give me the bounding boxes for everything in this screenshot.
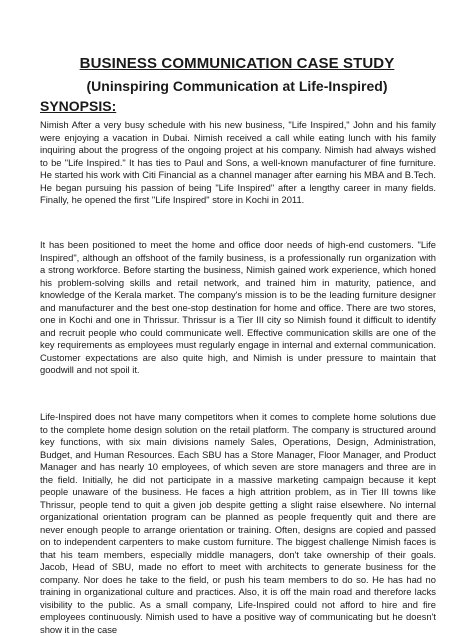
paragraph-positioning: It has been positioned to meet the home and office door needs of high-end customers. "Life Inspired", although an offshoot of the family business, is a professionally run organization with a strong workforce. Before starting the business, Nimish gained work experience, which honed his problem-solving skills and retail network, and trained him in maturity, patience, and knowledge of the Kerala market. The company's mission is to be the leading furniture designer and manufacturer and the best one-stop destination for home and office. There are two stores, one in Kochi and one in Thrissur. Thrissur is a Tier III city so Nimish found it difficult to identify and recruit people who could communicate well. Effective communication skills are one of the key requirements as employees must regularly engage in internal and external communication. Customer expectations are also quite high, and Nimish is under pressure to maintain that goodwill and not spoil it. [40, 239, 436, 375]
paragraph-structure: Life-Inspired does not have many competitors when it comes to complete home solutions due to the complete home design solution on the retail platform. The company is structured around key functions, with six main divisions namely Sales, Operations, Design, Administration, Budget, and Human Resources. Each SBU has a Store Manager, Floor Manager, and Product Manager and has nearly 10 employees, of which seven are store managers and three are in the field. Initially, he did not participate in a massive marketing campaign because it kept people unaware of the business. He faces a high attrition problem, as in Tier III towns like Thrissur, people tend to quit a given job despite getting a slight raise elsewhere. No internal organizational orientation program can be planned as people frequently quit and there are never enough people to arrange orientation or training. Often, designs are copied and passed on to independent carpenters to make custom furniture. The biggest challenge Nimish faces is that his team members, especially middle managers, don't take ownership of their goals. Jacob, Head of SBU, made no effort to meet with architects to generate business for the company. Nor does he take to the field, or push his team members to do so. He has had no training in organizational culture and practices. Also, it is off the main road and therefore lacks visibility to the public. As a small company, Life-Inspired could not afford to hire and fire employees continuously. Nimish used to have a positive way of communicating but he doesn't show it in the case [40, 411, 436, 635]
document-title: BUSINESS COMMUNICATION CASE STUDY [79, 55, 395, 72]
paragraph-intro: Nimish After a very busy schedule with his new business, "Life Inspired," John and his family were enjoying a vacation in Dubai. Nimish received a call while eating lunch with his family inquiring about the progress of the ongoing project at his company. Nimish had always wished to be "Life Inspired." It has ties to Paul and Sons, a well-known manufacturer of fine furniture. He started his work with Citi Financial as a channel manager after earning his MBA and B.Tech. He began pursuing his passion of being "Life Inspired" after a lengthy career in many fields. Finally, he opened the first "Life Inspired" store in Kochi in 2011. [40, 119, 436, 205]
section-heading: SYNOPSIS: [40, 98, 117, 114]
document-subtitle: (Uninspiring Communication at Life-Inspired) [86, 78, 388, 94]
